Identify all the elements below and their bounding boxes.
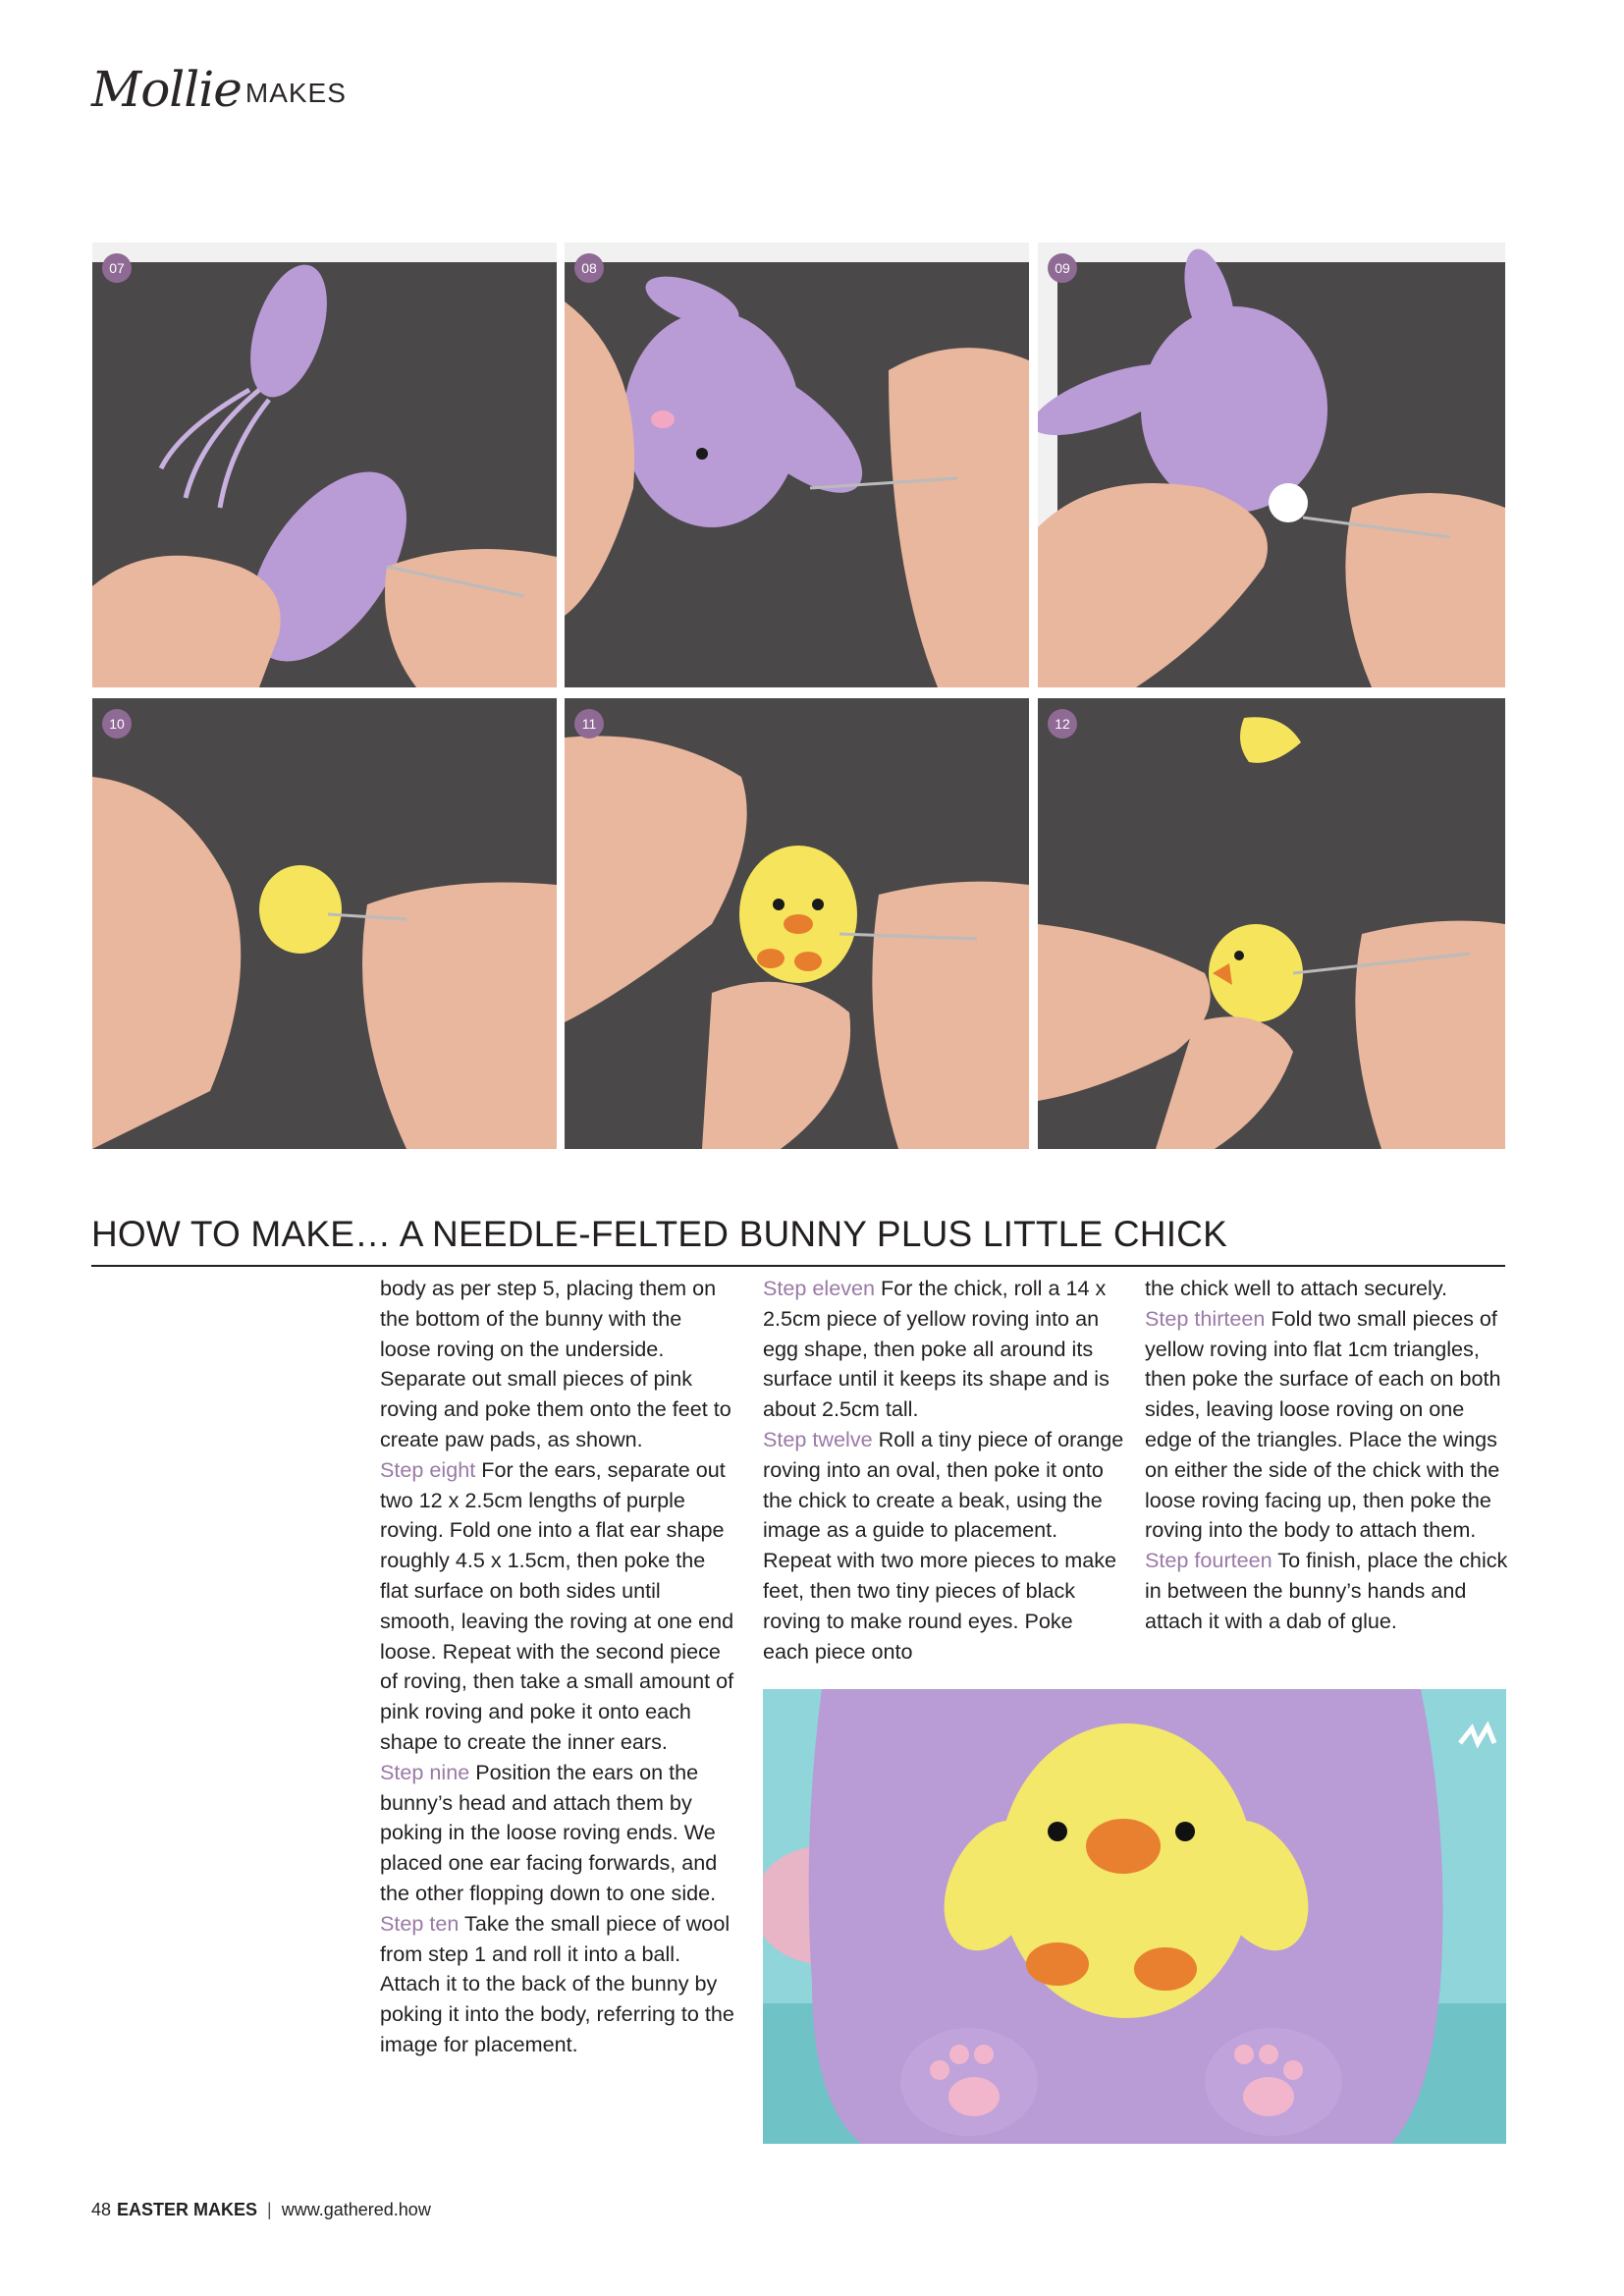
text-column-3 xyxy=(1145,1274,1508,1637)
col1-intro-text: body as per step 5, placing them on the bottom of the bunny with the loose roving on the underside. Separate out small pieces of pink roving and poke them onto the feet to create paw pads, as shown. xyxy=(380,1276,731,1451)
step-badge-09: 09 xyxy=(1048,253,1077,283)
step-badge-11: 11 xyxy=(574,709,604,738)
step-thirteen-text: Fold two small pieces of yellow roving into flat 1cm triangles, then poke the surface of each on both sides, leaving loose roving on one edge of the triangles. Place the wings on either the side of the chick with the loose roving facing up, then poke the roving into the body to attach them. xyxy=(1145,1305,1501,1543)
col3-intro-text: the chick well to attach securely. xyxy=(1145,1276,1448,1300)
text-column-2 xyxy=(763,1274,1124,1667)
brand-script-text: Mollie xyxy=(91,61,242,118)
heading-rule xyxy=(91,1265,1505,1267)
step-badge-10: 10 xyxy=(102,709,132,738)
step-eight-label: Step eight xyxy=(380,1456,476,1482)
step-nine-text: Position the ears on the bunny’s head and attach them by poking in the loose roving ends. We placed one ear facing forwards, and the other flopping down to one side. xyxy=(380,1759,718,1905)
col1-intro xyxy=(380,1274,735,1455)
footer-section-title: EASTER MAKES xyxy=(117,2200,258,2219)
finished-bunny-chick-photo xyxy=(763,1689,1506,2144)
step-photo-09 xyxy=(1038,243,1505,687)
step-thirteen-paragraph xyxy=(1145,1304,1508,1546)
step-fourteen-label: Step fourteen xyxy=(1145,1548,1272,1573)
brand-makes-text: MAKES xyxy=(244,78,347,108)
step-fourteen-paragraph xyxy=(1145,1546,1508,1636)
step-photo-07 xyxy=(92,243,557,687)
step-ten-text: Take the small piece of wool from step 1 and roll it into a ball. Attach it to the back of the bunny by poking it into the body, referring to the image for placement. xyxy=(380,1910,734,2056)
step-photo-10 xyxy=(92,698,557,1149)
step-twelve-paragraph xyxy=(763,1425,1124,1667)
step-ten-label: Step ten xyxy=(380,1910,460,1936)
step-badge-08: 08 xyxy=(574,253,604,283)
step-photo-11 xyxy=(565,698,1029,1149)
step-eight-paragraph xyxy=(380,1455,735,1758)
page-number: 48 xyxy=(91,2200,112,2219)
step-ten-paragraph xyxy=(380,1909,735,2060)
page-footer xyxy=(91,2198,431,2221)
article-heading: HOW TO MAKE… A NEEDLE-FELTED BUNNY PLUS LITTLE CHICK xyxy=(91,1214,1227,1254)
step-nine-label: Step nine xyxy=(380,1759,470,1784)
col3-intro xyxy=(1145,1274,1508,1304)
step-photo-08 xyxy=(565,243,1029,687)
step-badge-12: 12 xyxy=(1048,709,1077,738)
step-thirteen-label: Step thirteen xyxy=(1145,1305,1266,1331)
step-nine-paragraph xyxy=(380,1758,735,1909)
footer-separator: | xyxy=(267,2200,272,2219)
step-eleven-label: Step eleven xyxy=(763,1276,876,1300)
step-photo-12 xyxy=(1038,698,1505,1149)
footer-url: www.gathered.how xyxy=(281,2200,431,2219)
masthead-logo xyxy=(91,57,347,116)
step-eleven-text: For the chick, roll a 14 x 2.5cm piece of yellow roving into an egg shape, then poke all around its surface until it keeps its shape and is about 2.5cm tall. xyxy=(763,1276,1110,1422)
step-eleven-paragraph xyxy=(763,1274,1124,1425)
text-column-1 xyxy=(380,1274,735,2060)
step-twelve-label: Step twelve xyxy=(763,1426,873,1451)
step-eight-text: For the ears, separate out two 12 x 2.5cm lengths of purple roving. Fold one into a flat ear shape roughly 4.5 x 1.5cm, then poke the flat surface on both sides until smooth, leaving the roving at one end loose. Repeat with the second piece of roving, then take a small amount of pink roving and poke it onto each shape to create the inner ears. xyxy=(380,1456,734,1754)
step-fourteen-text: To finish, place the chick in between the bunny’s hands and attach it with a dab of glue. xyxy=(1145,1548,1508,1633)
step-badge-07: 07 xyxy=(102,253,132,283)
step-twelve-text: Roll a tiny piece of orange roving into an oval, then poke it onto the chick to create a beak, using the image as a guide to placement. Repeat with two more pieces to make feet, then two tiny pieces of black roving to make round eyes. Poke each piece onto xyxy=(763,1426,1124,1664)
